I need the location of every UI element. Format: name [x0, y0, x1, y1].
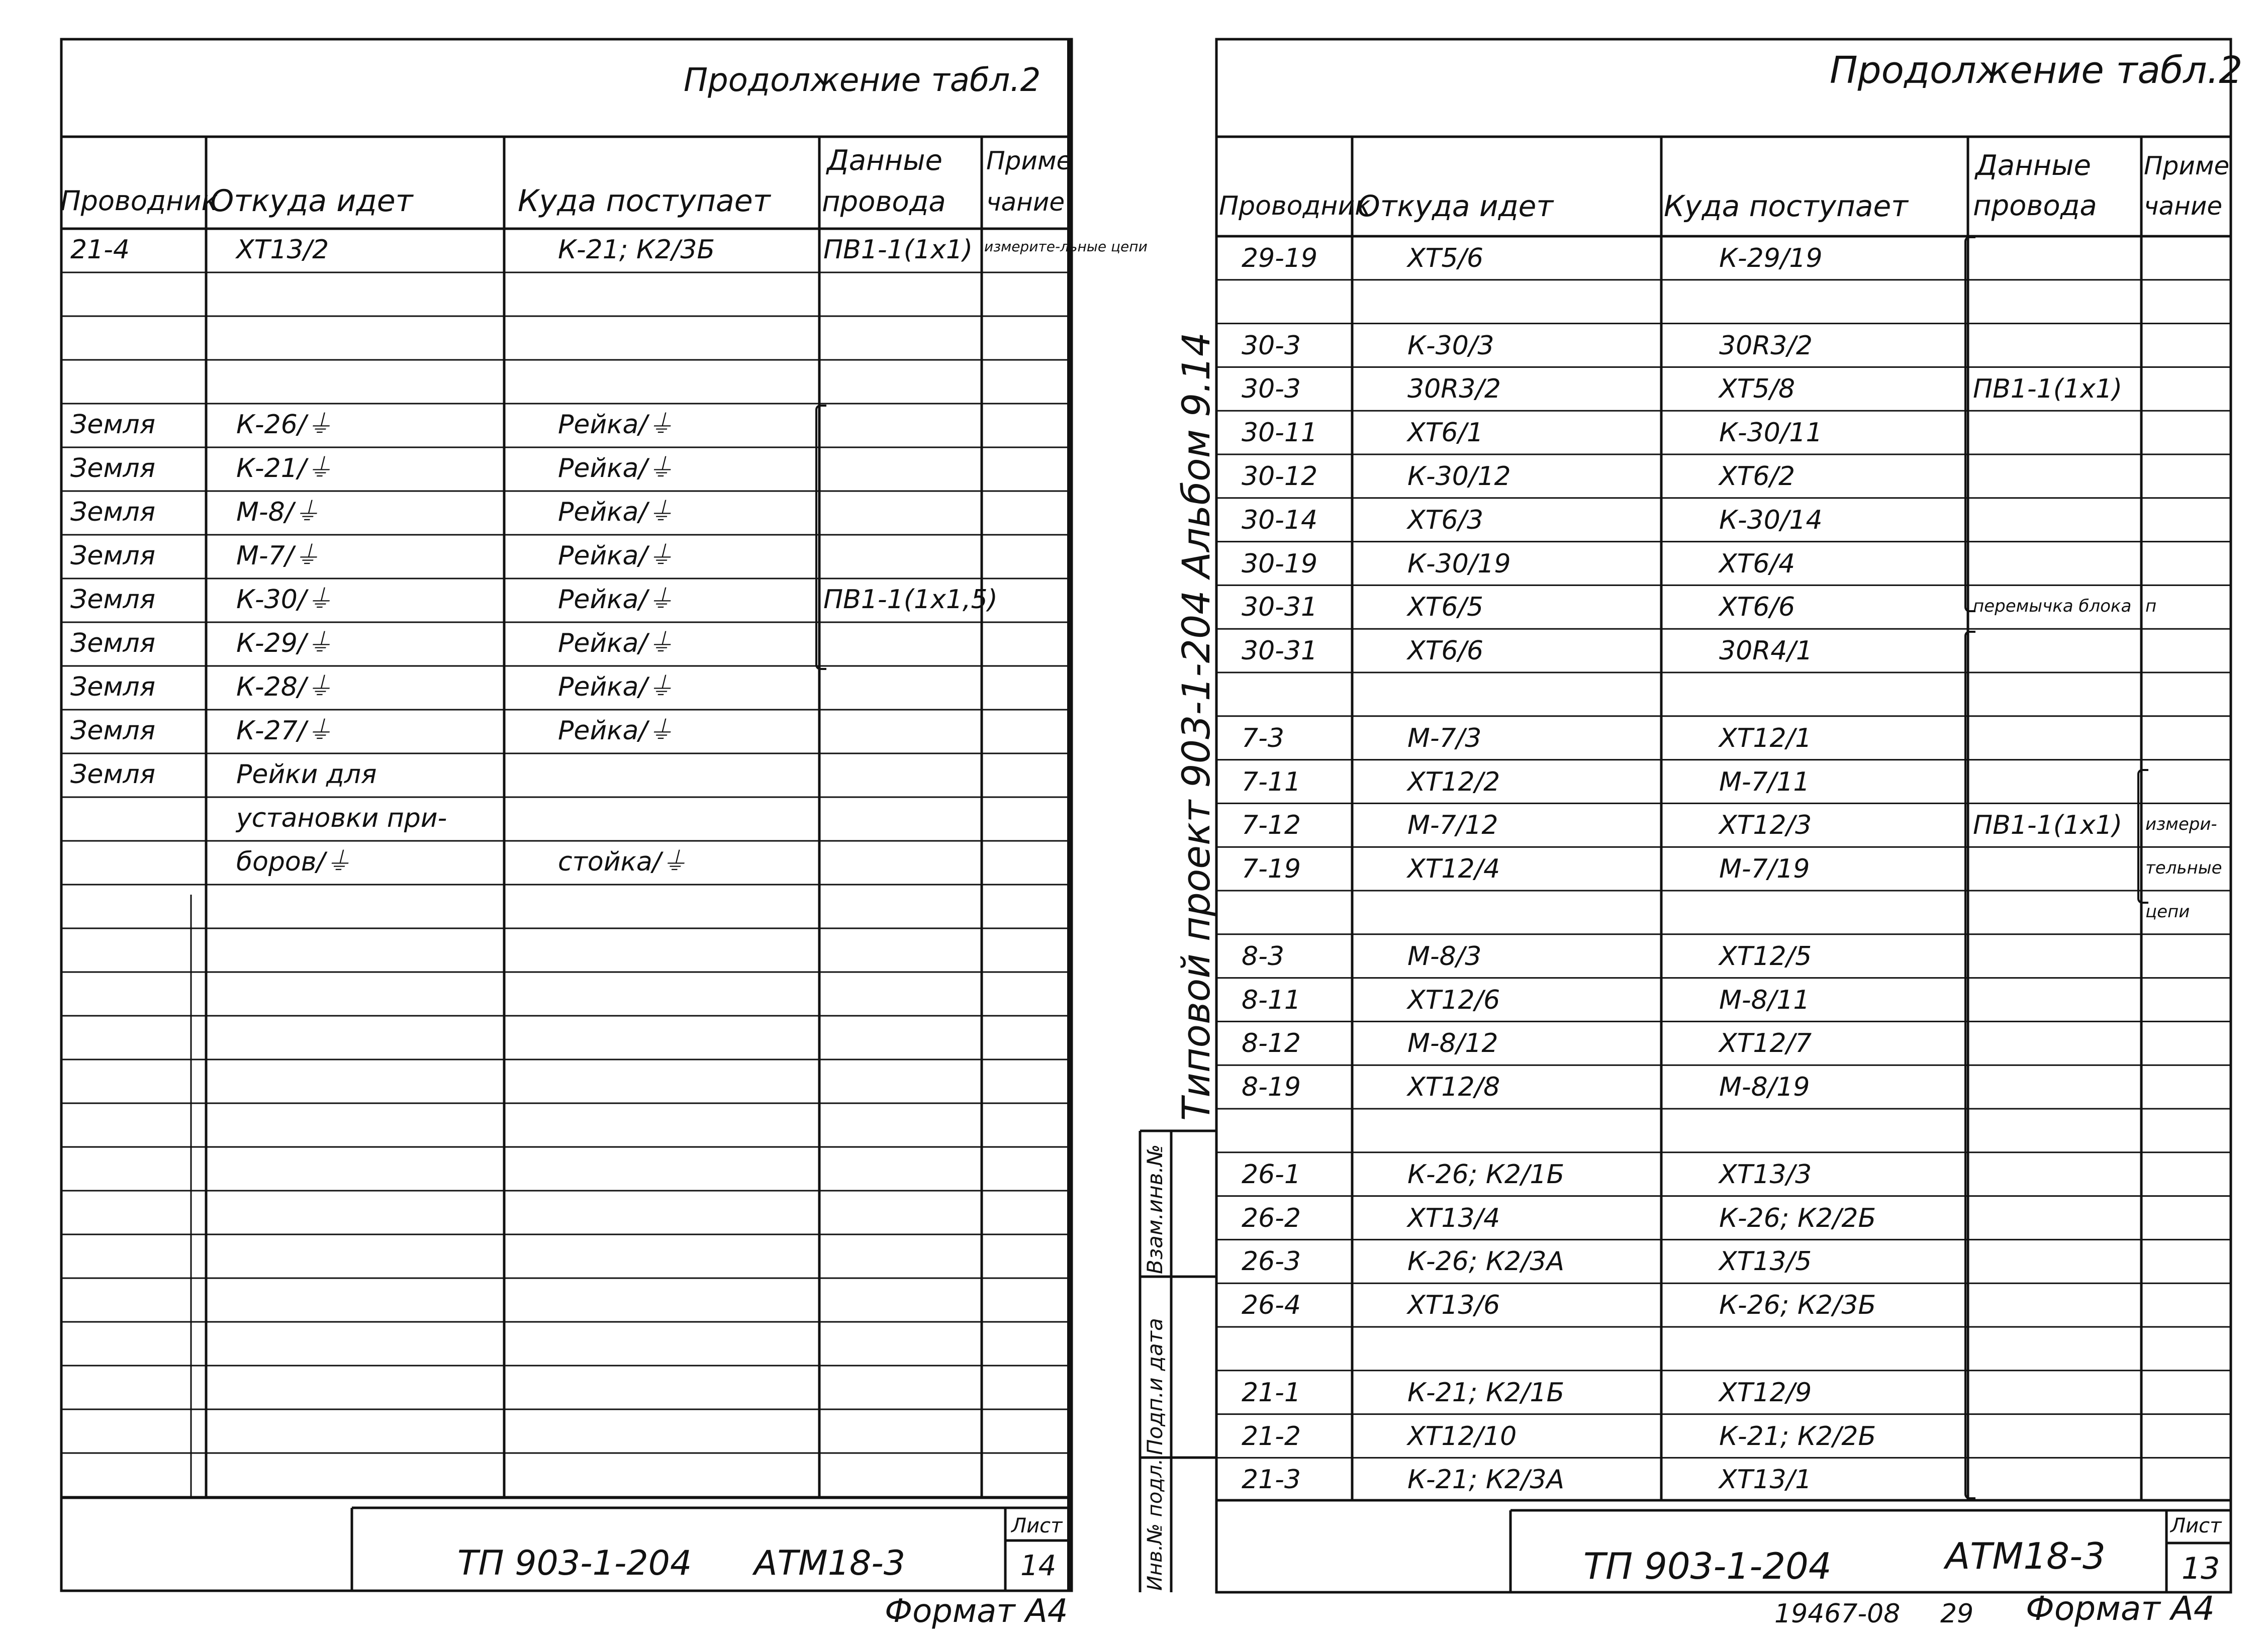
cell-conductor: 30-31 [1242, 592, 1318, 623]
right-footer-number: 19467-08 [1774, 1599, 1901, 1629]
cell-from: К-26/⏚ [236, 410, 333, 440]
cell-to: К-26; К2/2Б [1719, 1203, 1876, 1233]
right-format-label: Формат А4 [2026, 1589, 2215, 1628]
cell-conductor: 8-3 [1242, 941, 1284, 972]
cell-conductor: 21-4 [70, 235, 130, 265]
cell-from: К-29/⏚ [236, 628, 333, 658]
left-caption: Продолжение табл.2 [684, 62, 1041, 99]
right-header-wire-1: Данные [1975, 149, 2091, 182]
left-stamp-code: АТМ18-3 [754, 1544, 906, 1583]
cell-conductor: 21-1 [1242, 1377, 1301, 1408]
cell-from: К-30/19 [1407, 548, 1511, 579]
cell-from: боров/⏚ [236, 847, 351, 877]
cell-from: К-26; К2/3А [1407, 1246, 1565, 1277]
cell-to: Рейка/⏚ [558, 497, 674, 527]
cell-conductor: 7-19 [1242, 854, 1301, 885]
cell-from: М-7/⏚ [236, 541, 320, 571]
cell-to: Рейка/⏚ [558, 628, 674, 658]
cell-to: К-30/14 [1719, 505, 1823, 535]
cell-wire: ПВ1-1(1х1,5) [823, 585, 998, 615]
cell-conductor: 21-3 [1242, 1465, 1301, 1495]
cell-to: XT6/6 [1719, 592, 1795, 623]
cell-from: XT12/8 [1407, 1072, 1500, 1103]
right-stamp-code: АТМ18-3 [1945, 1535, 2106, 1577]
cell-conductor: 30-3 [1242, 374, 1301, 405]
cell-to: 30R3/2 [1719, 330, 1813, 361]
cell-from: К-30/12 [1407, 461, 1511, 492]
right-footer-page: 29 [1940, 1599, 1974, 1629]
cell-to: К-21; К2/3Б [558, 235, 715, 265]
cell-from: К-21/⏚ [236, 453, 333, 484]
cell-to: XT12/9 [1719, 1377, 1812, 1408]
cell-conductor: Земля [70, 759, 156, 790]
cell-from: К-26; К2/1Б [1407, 1159, 1565, 1190]
cell-conductor: 30-12 [1242, 461, 1318, 492]
cell-wire: перемычка блока [1973, 596, 2132, 617]
right-header-to: Куда поступает [1664, 189, 1908, 223]
cell-conductor: 29-19 [1242, 243, 1318, 273]
cell-conductor: Земля [70, 672, 156, 702]
cell-conductor: 26-1 [1242, 1159, 1301, 1190]
cell-from: Рейки для [236, 759, 377, 790]
cell-from: К-21; К2/3А [1407, 1465, 1565, 1495]
cell-to: К-26; К2/3Б [1719, 1290, 1876, 1321]
cell-from: XT13/6 [1407, 1290, 1500, 1321]
cell-conductor: Земля [70, 628, 156, 658]
cell-to: М-7/11 [1719, 766, 1810, 797]
right-wire-brace-2 [1964, 631, 1975, 1499]
cell-conductor: 26-2 [1242, 1203, 1301, 1233]
cell-from: К-21; К2/1Б [1407, 1377, 1565, 1408]
cell-conductor: Земля [70, 716, 156, 746]
cell-to: XT12/5 [1719, 941, 1812, 972]
cell-conductor: 7-3 [1242, 723, 1284, 753]
left-stamp-sheet-label: Лист [1011, 1514, 1063, 1537]
cell-to: XT12/3 [1719, 810, 1812, 841]
cell-from: 30R3/2 [1407, 374, 1501, 405]
cell-conductor: 8-12 [1242, 1028, 1301, 1059]
cell-from: XT5/6 [1407, 243, 1484, 273]
right-stamp-sheet-number: 13 [2182, 1551, 2220, 1586]
cell-from: М-8/3 [1407, 941, 1482, 972]
cell-to: Рейка/⏚ [558, 541, 674, 571]
cell-to: М-8/19 [1719, 1072, 1810, 1103]
cell-note: тельные [2145, 858, 2222, 879]
cell-note: измерите-льные цепи [984, 238, 1148, 255]
cell-to: М-8/11 [1719, 985, 1810, 1015]
cell-from: XT12/10 [1407, 1421, 1517, 1452]
cell-conductor: 30-14 [1242, 505, 1318, 535]
cell-from: К-30/3 [1407, 330, 1494, 361]
cell-from: XT13/4 [1407, 1203, 1500, 1233]
cell-conductor: Земля [70, 410, 156, 440]
cell-from: К-28/⏚ [236, 672, 333, 702]
cell-from: К-30/⏚ [236, 585, 333, 615]
cell-conductor: 8-19 [1242, 1072, 1301, 1103]
left-header-conductor: Проводник [60, 185, 218, 217]
cell-from: XT13/2 [236, 235, 329, 265]
cell-conductor: 7-11 [1242, 766, 1301, 797]
cell-note: п [2145, 596, 2157, 617]
side-stamp-inventory: Инв.№ подл. [1144, 1458, 1167, 1591]
cell-wire: ПВ1-1(1х1) [1973, 374, 2123, 405]
cell-conductor: Земля [70, 453, 156, 484]
left-header-note-2: чание [986, 187, 1065, 217]
cell-from: XT12/2 [1407, 766, 1500, 797]
cell-from: XT12/6 [1407, 985, 1500, 1015]
cell-note: измери- [2145, 814, 2217, 835]
cell-from: XT6/1 [1407, 418, 1484, 448]
cell-to: К-29/19 [1719, 243, 1823, 273]
left-format-label: Формат А4 [885, 1593, 1068, 1630]
cell-to: XT6/4 [1719, 548, 1795, 579]
cell-from: М-8/⏚ [236, 497, 320, 527]
right-header-wire-2: провода [1973, 189, 2097, 222]
cell-from: XT6/3 [1407, 505, 1484, 535]
cell-from: М-8/12 [1407, 1028, 1498, 1059]
right-header-note-1: Приме [2144, 151, 2230, 180]
right-header-note-2: чание [2144, 191, 2223, 221]
cell-to: XT13/5 [1719, 1246, 1812, 1277]
cell-from: М-7/3 [1407, 723, 1482, 753]
cell-wire: ПВ1-1(1х1) [1973, 810, 2123, 841]
cell-to: XT5/8 [1719, 374, 1795, 405]
cell-from: XT6/6 [1407, 636, 1484, 666]
cell-conductor: 26-4 [1242, 1290, 1301, 1321]
cell-to: Рейка/⏚ [558, 716, 674, 746]
cell-conductor: 30-3 [1242, 330, 1301, 361]
cell-to: XT6/2 [1719, 461, 1795, 492]
right-stamp-doc-number: ТП 903-1-204 [1583, 1545, 1832, 1587]
right-note-brace [2137, 769, 2148, 904]
cell-conductor: 30-31 [1242, 636, 1318, 666]
cell-conductor: Земля [70, 541, 156, 571]
cell-note: цепи [2145, 902, 2190, 922]
cell-conductor: 26-3 [1242, 1246, 1301, 1277]
side-stamp-signature-date: Подп.и дата [1143, 1318, 1167, 1455]
side-stamp-replacement: Взам.инв.№ [1143, 1144, 1167, 1274]
right-caption: Продолжение табл.2 [1830, 49, 2243, 92]
cell-conductor: Земля [70, 497, 156, 527]
right-header-from: Откуда идет [1357, 189, 1554, 223]
cell-wire: ПВ1-1(1х1) [823, 235, 973, 265]
right-header-conductor: Проводник [1219, 191, 1371, 221]
cell-to: стойка/⏚ [558, 847, 688, 877]
cell-conductor: Земля [70, 585, 156, 615]
left-header-wire-1: Данные [827, 144, 942, 177]
cell-to: XT13/3 [1719, 1159, 1812, 1190]
cell-conductor: 21-2 [1242, 1421, 1301, 1452]
right-wire-brace-1 [1964, 236, 1975, 612]
cell-to: Рейка/⏚ [558, 585, 674, 615]
cell-to: 30R4/1 [1719, 636, 1813, 666]
cell-from: XT12/4 [1407, 854, 1500, 885]
cell-to: К-30/11 [1719, 418, 1823, 448]
cell-to: Рейка/⏚ [558, 410, 674, 440]
cell-from: К-27/⏚ [236, 716, 333, 746]
cell-to: XT13/1 [1719, 1465, 1812, 1495]
left-stamp-sheet-number: 14 [1020, 1550, 1057, 1582]
cell-to: К-21; К2/2Б [1719, 1421, 1876, 1452]
left-header-from: Откуда идет [210, 183, 413, 219]
album-caption: Типовой проект 903-1-204 Альбом 9.14 [1174, 332, 1218, 1121]
cell-from: М-7/12 [1407, 810, 1498, 841]
left-header-wire-2: провода [822, 185, 946, 218]
cell-conductor: 8-11 [1242, 985, 1301, 1015]
cell-conductor: 7-12 [1242, 810, 1301, 841]
cell-to: XT12/7 [1719, 1028, 1812, 1059]
cell-to: XT12/1 [1719, 723, 1812, 753]
left-stamp-doc-number: ТП 903-1-204 [457, 1544, 692, 1583]
cell-to: Рейка/⏚ [558, 453, 674, 484]
left-header-to: Куда поступает [518, 183, 771, 219]
cell-from: XT6/5 [1407, 592, 1484, 623]
cell-to: М-7/19 [1719, 854, 1810, 885]
cell-conductor: 30-19 [1242, 548, 1318, 579]
cell-conductor: 30-11 [1242, 418, 1318, 448]
cell-from: установки при- [236, 803, 447, 833]
cell-to: Рейка/⏚ [558, 672, 674, 702]
right-stamp-sheet-label: Лист [2170, 1514, 2222, 1537]
left-header-note-1: Приме [986, 146, 1072, 175]
